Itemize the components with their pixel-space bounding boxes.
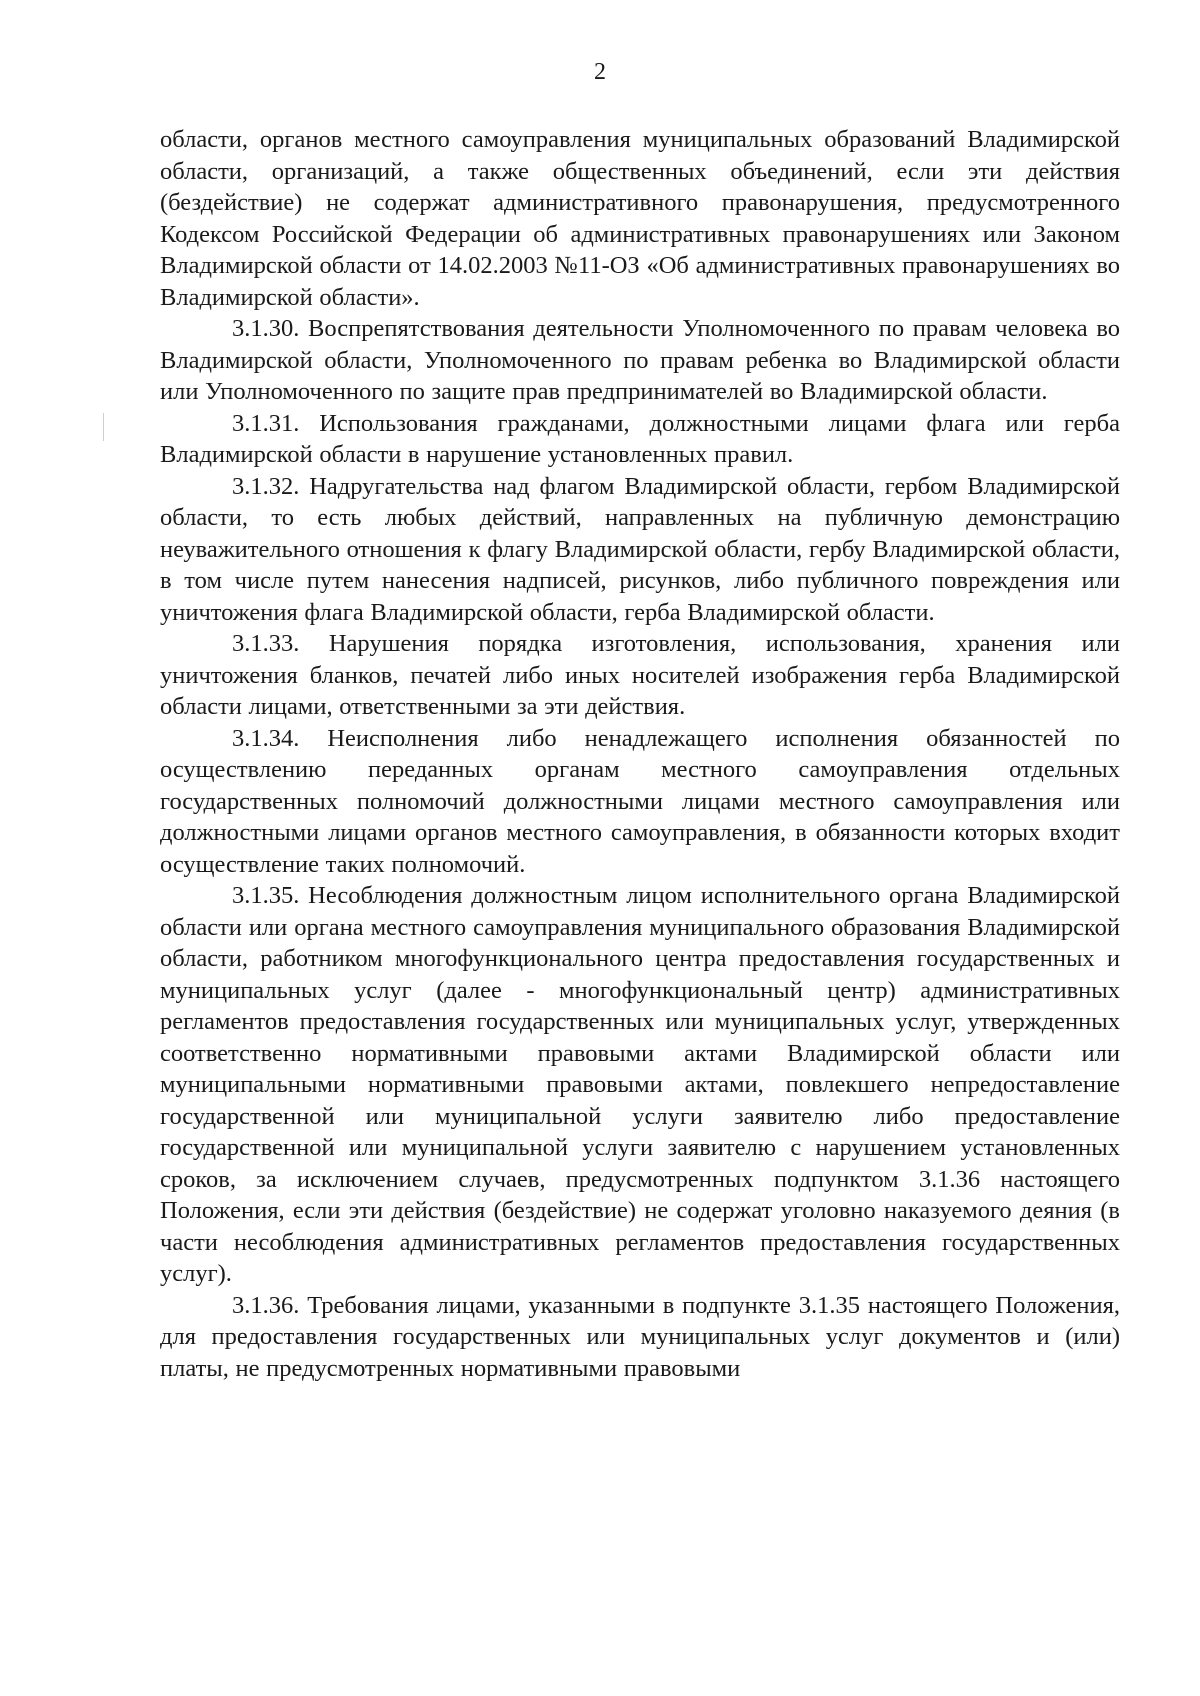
paragraph-3-1-35: 3.1.35. Несоблюдения должностным лицом исполнительного органа Владимирской области или органа местного самоуправления муниципального образования Владимирской области, работником многофункционального центра предоставления государственных и муниципальных услуг (далее - многофункциональный центр) административных регламентов предоставления государственных или муниципальных услуг, утвержденных соответственно нормативными правовыми актами Владимирской области или муниципальными нормативными правовыми актами, повлекшего непредоставление государственной или муниципальной услуги заявителю либо предоставление государственной или муниципальной услуги заявителю с нарушением установленных сроков, за исключением случаев, предусмотренных подпунктом 3.1.36 настоящего Положения, если эти действия (бездействие) не содержат уголовно наказуемого деяния (в части несоблюдения административных регламентов предоставления государственных услуг). bbox=[160, 882, 1120, 1287]
paragraph-3-1-32: 3.1.32. Надругательства над флагом Владимирской области, гербом Владимирской области, то есть любых действий, направленных на публичную демонстрацию неуважительного отношения к флагу Владимирской области, гербу Владимирской области, в том числе путем нанесения надписей, рисунков, либо публичного повреждения или уничтожения флага Владимирской области, герба Владимирской области. bbox=[160, 472, 1120, 626]
paragraph-3-1-34: 3.1.34. Неисполнения либо ненадлежащего исполнения обязанностей по осуществлению переданных органам местного самоуправления отдельных государственных полномочий должностными лицами местного самоуправления или должностными лицами органов местного самоуправления, в обязанности которых входит осуществление таких полномочий. bbox=[160, 724, 1120, 878]
paragraph-3-1-30: 3.1.30. Воспрепятствования деятельности Уполномоченного по правам человека во Владимирской области, Уполномоченного по правам ребенка во Владимирской области или Уполномоченного по защите прав предпринимателей во Владимирской области. bbox=[160, 315, 1120, 405]
document-body bbox=[160, 124, 1120, 1384]
paragraph-3-1-31: 3.1.31. Использования гражданами, должностными лицами флага или герба Владимирской области в нарушение установленных правил. bbox=[160, 409, 1120, 468]
paragraph-3-1-33: 3.1.33. Нарушения порядка изготовления, использования, хранения или уничтожения бланков, печатей либо иных носителей изображения герба Владимирской области лицами, ответственными за эти действия. bbox=[160, 630, 1120, 720]
paragraph-continuation: области, органов местного самоуправления муниципальных образований Владимирской области, организаций, а также общественных объединений, если эти действия (бездействие) не содержат административного правонарушения, предусмотренного Кодексом Российской Федерации об административных правонарушениях или Законом Владимирской области от 14.02.2003 №11-ОЗ «Об административных правонарушениях во Владимирской области». bbox=[160, 126, 1120, 311]
scan-artifact-line bbox=[103, 413, 104, 441]
paragraph-3-1-36: 3.1.36. Требования лицами, указанными в подпункте 3.1.35 настоящего Положения, для предоставления государственных или муниципальных услуг документов и (или) платы, не предусмотренных нормативными правовыми bbox=[160, 1291, 1120, 1382]
page-number: 2 bbox=[594, 59, 606, 85]
